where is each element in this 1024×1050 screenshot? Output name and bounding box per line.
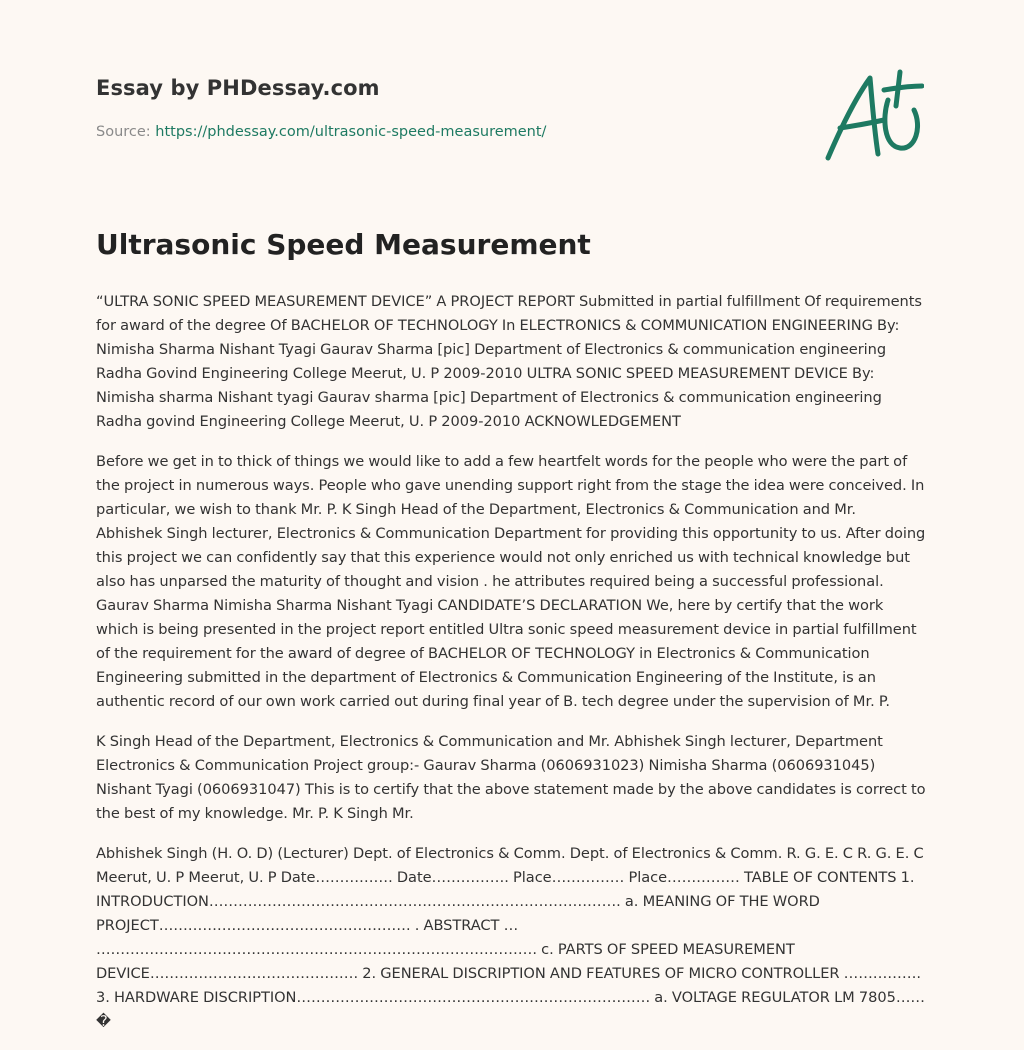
site-title: Essay by PHDessay.com [96,76,380,100]
article-paragraph: K Singh Head of the Department, Electronics & Communication and Mr. Abhishek Singh lecturer, Department Electronics & Communication Project group:- Gaurav Sharma (0606931023) Nimisha Sharma (0606931045) Nishant Tyagi (0606931047) This is to certify that the above statement made by the above candidates is correct to the best of my knowledge. Mr. P. K Singh Mr. [96,733,926,822]
source-label: Source: [96,124,151,140]
page-header [96,0,926,180]
article-title: Ultrasonic Speed Measurement [96,228,591,261]
article-paragraph: Abhishek Singh (H. O. D) (Lecturer) Dept. of Electronics & Comm. Dept. of Electronics & Comm. R. G. E. C R. G. E. C Meerut, U. P Meerut, U. P Date……………. Date……………. Place…………… Place…………… TABLE OF CONTENTS 1. INTRODUCTION…………………………………………………………………………. a. MEANING OF THE WORD PROJECT……………………………………………. . ABSTRACT … ………………………………………………………………………………. c. PARTS OF SPEED MEASUREMENT DEVICE……………………………………. 2. GENERAL DISCRIPTION AND FEATURES OF MICRO CONTROLLER ……………. 3. HARDWARE DISCRIPTION………………………………………………………………. a. VOLTAGE REGULATOR LM 7805……� [96,845,925,1030]
article [96,226,926,1050]
source-line [96,124,546,140]
a-plus-logo-icon [824,68,924,164]
article-paragraph: Before we get in to thick of things we would like to add a few heartfelt words for the people who were the part of the project in numerous ways. People who gave unending support right from the stage the idea were conceived. In particular, we wish to thank Mr. P. K Singh Head of the Department, Electronics & Communication and Mr. Abhishek Singh lecturer, Electronics & Communication Department for providing this opportunity to us. After doing this project we can confidently say that this experience would not only enriched us with technical knowledge but also has unparsed the maturity of thought and vision . he attributes required being a successful professional. Gaurav Sharma Nimisha Sharma Nishant Tyagi CANDIDATE’S DECLARATION We, here by certify that the work which is being presented in the project report entitled Ultra sonic speed measurement device in partial fulfillment of the requirement for the award of degree of BACHELOR OF TECHNOLOGY in Electronics & Communication Engineering submitted in the department of Electronics & Communication Engineering of the Institute, is an authentic record of our own work carried out during final year of B. tech degree under the supervision of Mr. P. [96,453,926,710]
source-link[interactable]: https://phdessay.com/ultrasonic-speed-measurement/ [155,124,547,140]
article-paragraph: “ULTRA SONIC SPEED MEASUREMENT DEVICE” A PROJECT REPORT Submitted in partial fulfillment Of requirements for award of the degree Of BACHELOR OF TECHNOLOGY In ELECTRONICS & COMMUNICATION ENGINEERING By: Nimisha Sharma Nishant Tyagi Gaurav Sharma [pic] Department of Electronics & communication engineering Radha Govind Engineering College Meerut, U. P 2009-2010 ULTRA SONIC SPEED MEASUREMENT DEVICE By: Nimisha sharma Nishant tyagi Gaurav sharma [pic] Department of Electronics & communication engineering Radha govind Engineering College Meerut, U. P 2009-2010 ACKNOWLEDGEMENT [96,293,922,430]
